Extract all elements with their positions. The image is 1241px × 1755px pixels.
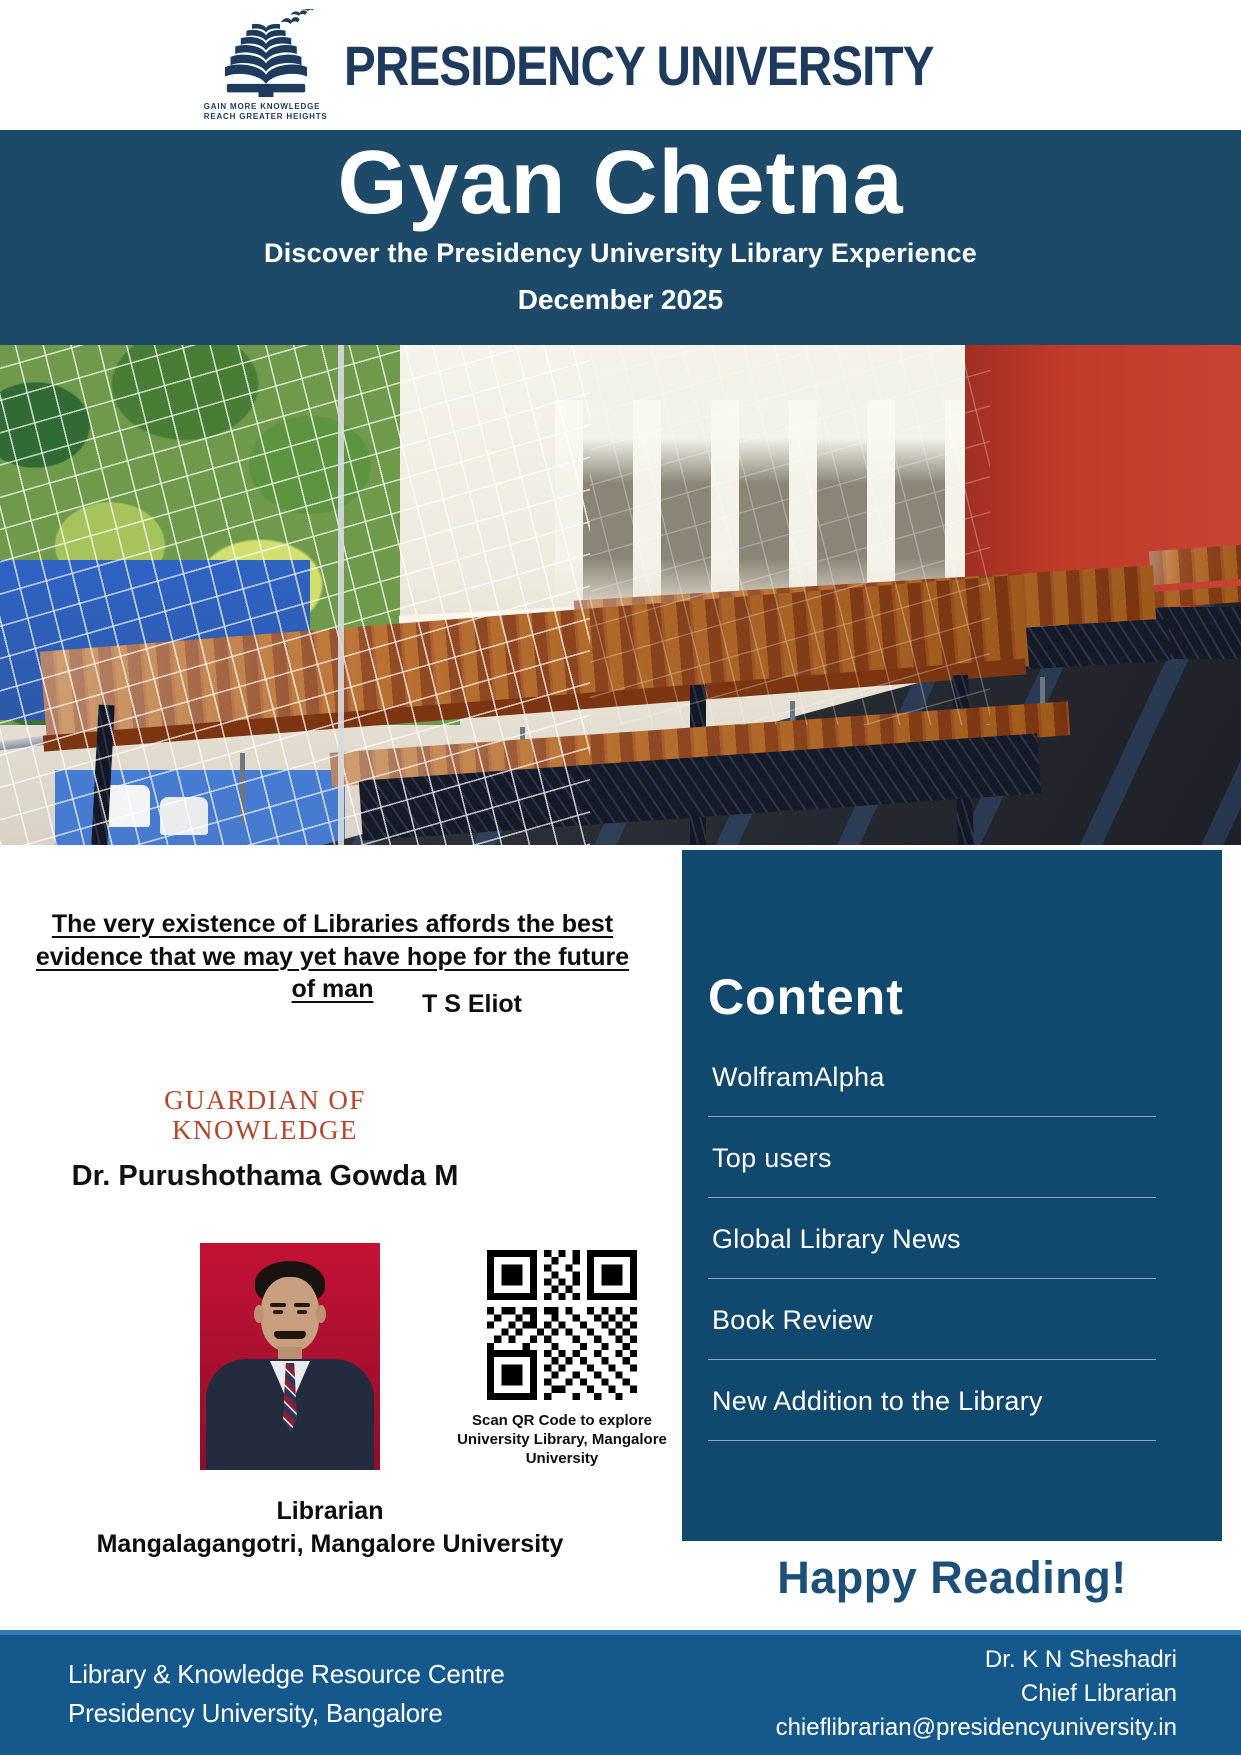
content-item-top-users: Top users (708, 1143, 1156, 1198)
footer-contact-name: Dr. K N Sheshadri (984, 1646, 1177, 1673)
guardian-title: Librarian (276, 1497, 384, 1525)
quote-attribution: T S Eliot (422, 990, 522, 1018)
portrait-eyebrow (270, 1303, 286, 1307)
footer-contact-title: Chief Librarian (1020, 1680, 1177, 1708)
portrait-eye (297, 1310, 307, 1314)
guardian-affiliation: Mangalagangotri, Mangalore University (96, 1530, 564, 1558)
portrait-eye (273, 1310, 283, 1314)
logo-tagline: GAIN MORE KNOWLEDGE REACH GREATER HEIGHTS (203, 101, 328, 121)
header-logo-bar (0, 0, 1241, 130)
guardian-name: Dr. Purushothama Gowda M (71, 1160, 459, 1192)
portrait-eyebrow (294, 1303, 310, 1307)
content-item-book-review: Book Review (708, 1305, 1156, 1360)
footer-org-line1: Library & Knowledge Resource Centre (68, 1659, 505, 1689)
footer (0, 1630, 1241, 1755)
photo-bird-netting (0, 345, 590, 845)
newsletter-subtitle: Discover the Presidency University Library Experience (264, 237, 977, 268)
content-item-wolframalpha: WolframAlpha (708, 1062, 1156, 1117)
footer-org-line2: Presidency University, Bangalore (68, 1698, 443, 1728)
guardian-of-knowledge-label: GUARDIAN OF KNOWLEDGE (164, 1085, 366, 1145)
photo-net-pole (338, 345, 344, 845)
portrait-mustache (274, 1331, 306, 1339)
footer-contact-email: chieflibrarian@presidencyuniversity.in (775, 1714, 1177, 1742)
qr-caption: Scan QR Code to explore University Library, Mangalore University (457, 1412, 667, 1467)
newsletter-title: Gyan Chetna (337, 133, 904, 233)
portrait-ear (316, 1305, 326, 1323)
content-item-new-addition: New Addition to the Library (708, 1386, 1156, 1441)
content-item-global-library-news: Global Library News (708, 1224, 1156, 1279)
masthead-band (0, 130, 1241, 345)
library-quote: The very existence of Libraries affords the best evidence that we may yet have hope for the future of man (35, 910, 630, 1003)
qr-block (457, 1250, 667, 1468)
portrait-ear (254, 1305, 264, 1323)
content-panel (682, 850, 1222, 1541)
librarian-portrait-photo (200, 1243, 380, 1470)
photo-bird-netting-far (590, 345, 990, 725)
qr-code (487, 1250, 637, 1400)
happy-reading-message: Happy Reading! (777, 1552, 1127, 1603)
footer-organization (68, 1655, 505, 1733)
photo-table-far (1149, 545, 1241, 586)
university-name: PRESIDENCY UNIVERSITY (343, 33, 934, 97)
issue-date: December 2025 (517, 283, 724, 315)
content-heading: Content (708, 969, 904, 1025)
university-logo (204, 9, 328, 122)
book-birds-logo-icon (210, 9, 322, 101)
content-list (708, 1062, 1156, 1467)
library-terrace-photo (0, 345, 1241, 845)
footer-contact (776, 1643, 1177, 1745)
portrait-face (261, 1277, 319, 1351)
